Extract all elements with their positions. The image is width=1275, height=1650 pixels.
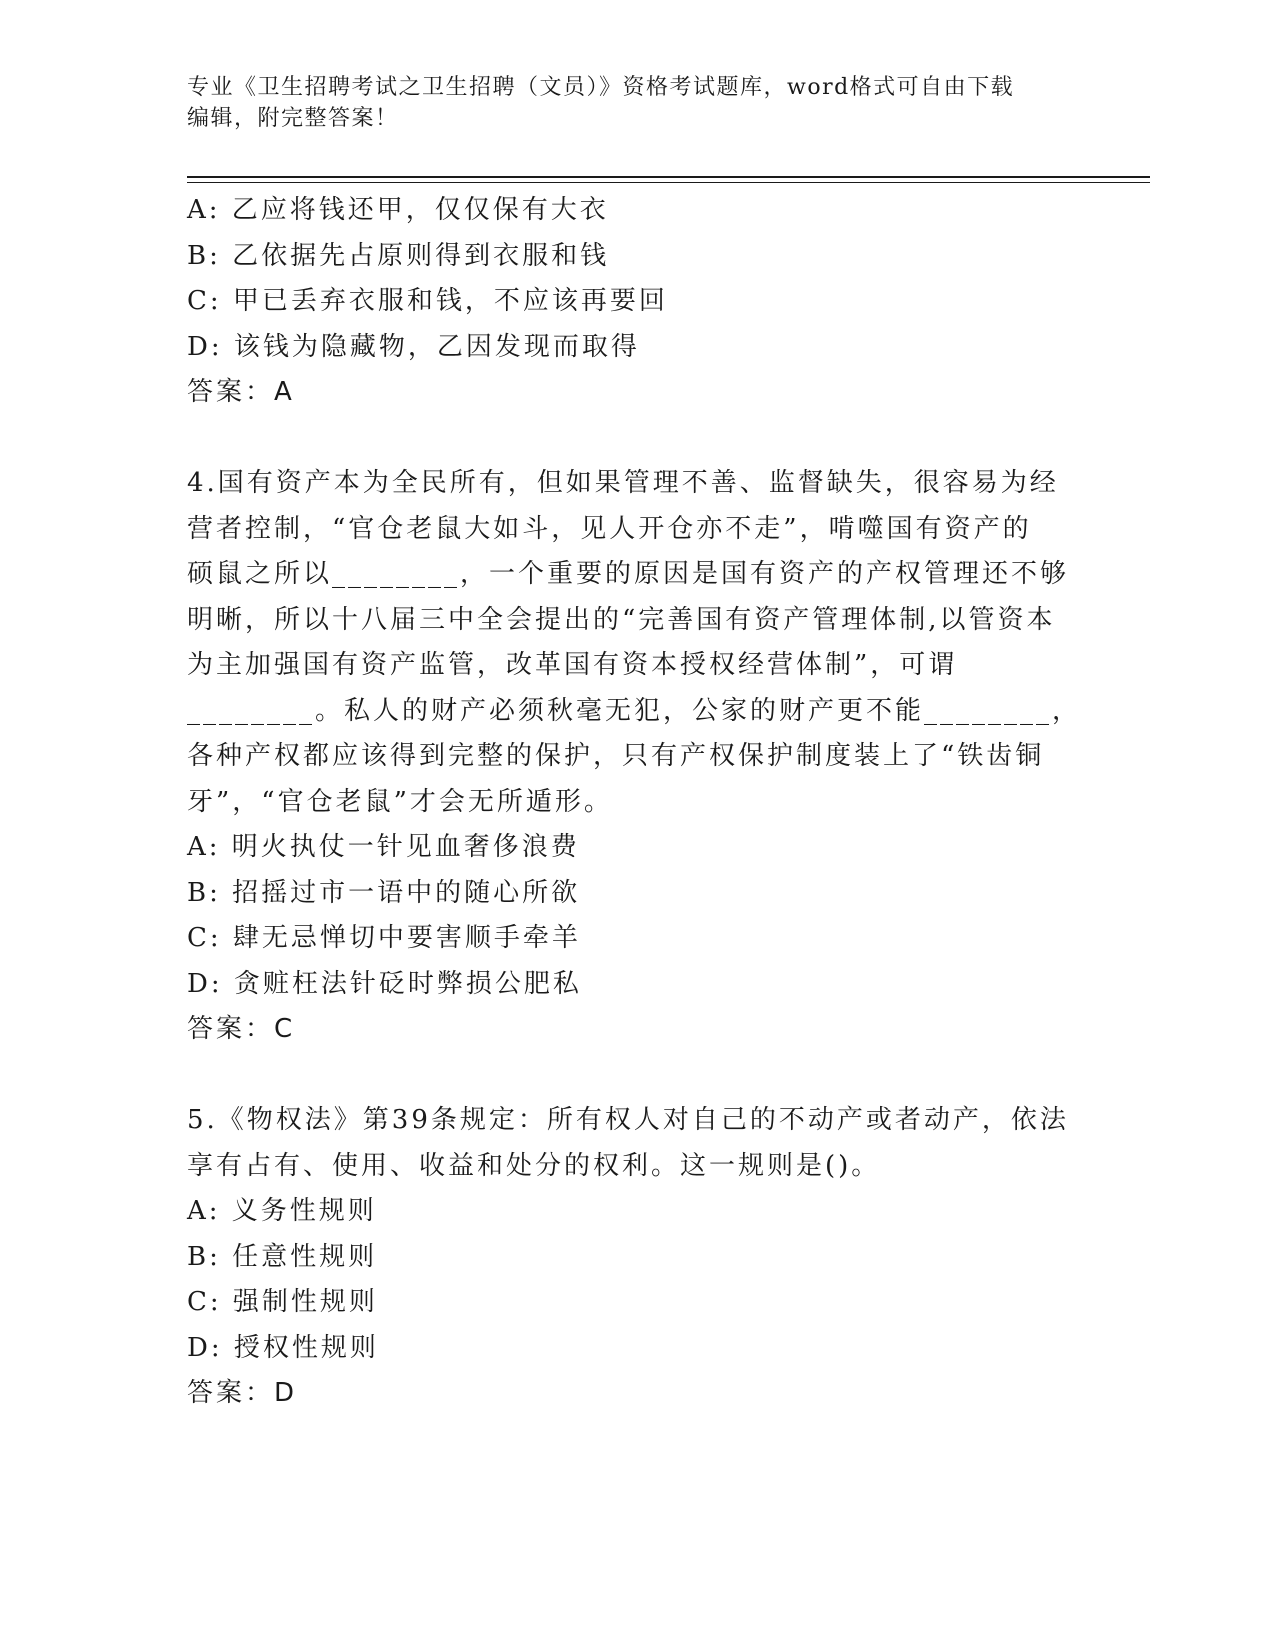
question-stem-line: 各种产权都应该得到完整的保护，只有产权保护制度装上了“铁齿铜 — [187, 741, 1045, 771]
question-stem-line: 明晰，所以十八届三中全会提出的“完善国有资产管理体制,以管资本 — [187, 604, 1056, 635]
question-5 — [187, 1098, 1087, 1417]
question-stem-line: 5.《物权法》第39条规定：所有权人对自己的不动产或者动产，依法 — [187, 1105, 1069, 1135]
header-divider-thin — [187, 182, 1150, 183]
option-d: D: 该钱为隐藏物，乙因发现而取得 — [187, 331, 640, 362]
option-b: B: 招摇过市一语中的随心所欲 — [187, 877, 581, 908]
spacer — [187, 416, 1087, 462]
question-3 — [187, 188, 1087, 416]
question-stem-line: 4.国有资产本为全民所有，但如果管理不善、监督缺失，很容易为经 — [187, 468, 1059, 498]
option-b: B: 乙依据先占原则得到衣服和钱 — [187, 240, 610, 271]
option-a: A: 义务性规则 — [187, 1196, 377, 1226]
document-header — [187, 72, 1067, 134]
question-stem-line: ________。私人的财产必须秋毫无犯，公家的财产更不能________， — [187, 695, 1082, 726]
question-content — [187, 188, 1087, 1417]
question-stem-line: 营者控制，“官仓老鼠大如斗，见人开仓亦不走”，啃噬国有资产的 — [187, 513, 1032, 544]
header-divider-thick — [187, 176, 1150, 178]
answer: 答案：C — [187, 1014, 296, 1044]
question-stem-line: 硕鼠之所以________，一个重要的原因是国有资产的产权管理还不够 — [187, 559, 1070, 589]
question-stem-line: 为主加强国有资产监管，改革国有资本授权经营体制”，可谓 — [187, 650, 958, 680]
spacer — [187, 1053, 1087, 1099]
header-line-1: 专业《卫生招聘考试之卫生招聘（文员）》资格考试题库，word格式可自由下载 — [187, 75, 1015, 100]
option-d: D: 授权性规则 — [187, 1332, 379, 1363]
option-a: A: 明火执仗一针见血奢侈浪费 — [187, 832, 580, 862]
option-d: D: 贪赃枉法针砭时弊损公肥私 — [187, 968, 582, 999]
option-c: C: 肆无忌惮切中要害顺手牵羊 — [187, 923, 581, 953]
question-stem-line: 享有占有、使用、收益和处分的权利。这一规则是()。 — [187, 1150, 881, 1181]
option-a: A: 乙应将钱还甲，仅仅保有大衣 — [187, 195, 609, 225]
answer: 答案：A — [187, 377, 295, 407]
answer: 答案：D — [187, 1378, 298, 1408]
question-stem-line: 牙”，“官仓老鼠”才会无所遁形。 — [187, 786, 613, 817]
option-b: B: 任意性规则 — [187, 1241, 378, 1272]
option-c: C: 强制性规则 — [187, 1287, 378, 1317]
option-c: C: 甲已丢弃衣服和钱，不应该再要回 — [187, 286, 668, 316]
header-line-2: 编辑，附完整答案！ — [187, 106, 399, 131]
question-4 — [187, 461, 1087, 1053]
